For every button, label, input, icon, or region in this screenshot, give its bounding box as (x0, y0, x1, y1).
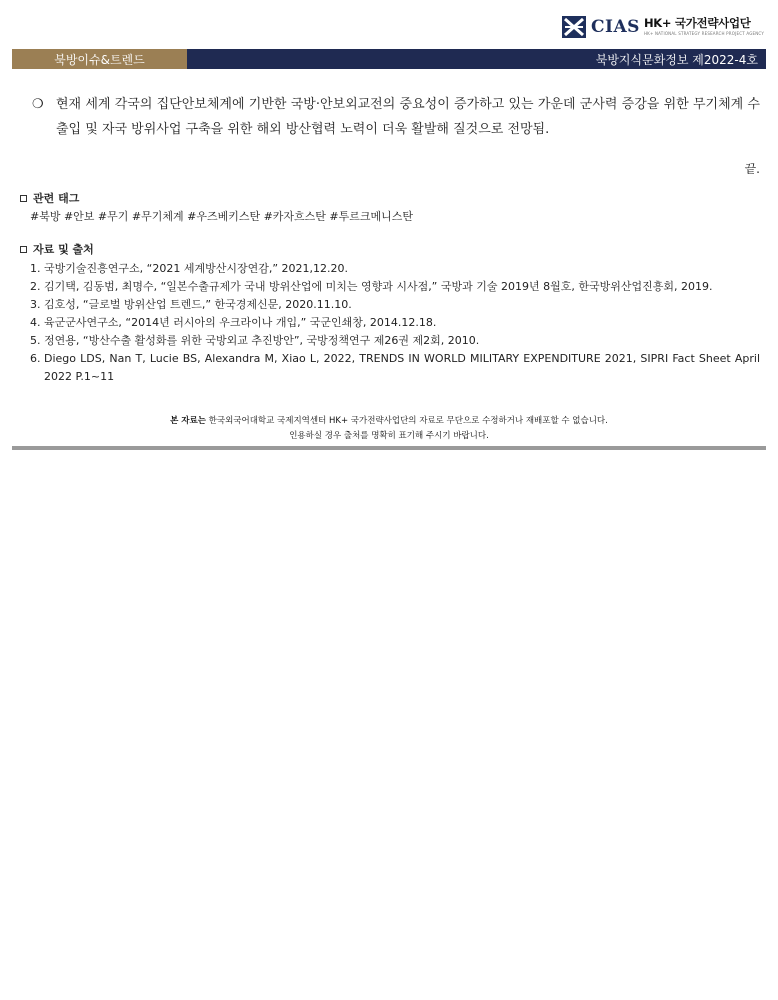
reference-number: 5. (30, 334, 41, 347)
lead-text: 현재 세계 각국의 집단안보체계에 기반한 국방·안보외교전의 중요성이 증가하고 있는 가운데 군사력 증강을 위한 무기체계 수출입 및 자국 방위사업 구축을 위한 해외 방산협력 노력이 더욱 활발해 질것으로 전망됨. (56, 97, 760, 137)
tags-heading (20, 190, 79, 206)
reference-text: 육군군사연구소, “2014년 러시아의 우크라이나 개입,” 국군인쇄창, 2014.12.18. (44, 316, 437, 329)
reference-item (30, 260, 760, 278)
lead-paragraph (30, 92, 760, 142)
header-bar (12, 49, 766, 69)
cias-logo (561, 14, 764, 40)
logo-text: CIAS (590, 17, 640, 37)
copyright-prefix: 본 자료는 (170, 416, 206, 426)
reference-item (30, 278, 760, 296)
reference-item (30, 350, 760, 386)
reference-text: 정연용, “방산수출 활성화를 위한 국방외교 추진방안”, 국방정책연구 제26권 제2회, 2010. (44, 334, 480, 347)
logo-subtitle: HK+ NATIONAL STRATEGY RESEARCH PROJECT AGENCY (643, 30, 764, 36)
reference-number: 6. (30, 352, 41, 365)
tags-heading-text: 관련 태그 (33, 192, 80, 205)
checkbox-square-icon (20, 195, 27, 202)
reference-text: 김호성, “글로벌 방위산업 트렌드,” 한국경제신문, 2020.11.10. (44, 298, 352, 311)
reference-number: 2. (30, 280, 41, 293)
copyright-notice (0, 414, 778, 444)
copyright-text: 한국외국어대학교 국제지역센터 HK+ 국가전략사업단의 자료로 무단으로 수정하거나 재배포할 수 없습니다. (208, 416, 608, 426)
reference-text: 국방기술진흥연구소, “2021 세계방산시장연감,” 2021,12.20. (44, 262, 348, 275)
reference-item (30, 296, 760, 314)
refs-heading (20, 241, 94, 257)
reference-number: 1. (30, 262, 41, 275)
bottom-divider (12, 446, 766, 450)
logo-title: HK+ 국가전략사업단 (643, 16, 751, 31)
reference-number: 4. (30, 316, 41, 329)
reference-text: Diego LDS, Nan T, Lucie BS, Alexandra M, Xiao L, 2022, TRENDS IN WORLD MILITARY EXPENDITURE 2021, SIPRI Fact Sheet April 2022 P.1~11 (44, 352, 760, 383)
reference-item (30, 332, 760, 350)
reference-text: 김기택, 김동범, 최명수, “일본수출규제가 국내 방위산업에 미치는 영향과 시사점,” 국방과 기술 2019년 8월호, 한국방위산업진흥회, 2019. (44, 280, 713, 293)
category-label: 북방이슈&트렌드 (12, 49, 187, 69)
refs-heading-text: 자료 및 출처 (33, 243, 94, 256)
copyright-line-1 (0, 414, 778, 429)
reference-number: 3. (30, 298, 41, 311)
citation-line: 인용하실 경우 출처를 명확히 표기해 주시기 바랍니다. (289, 431, 489, 441)
checkbox-square-icon (20, 246, 27, 253)
tag-list: #북방 #안보 #무기 #무기체계 #우즈베키스탄 #카자흐스탄 #투르크메니스탄 (30, 210, 414, 223)
end-mark: 끝. (744, 162, 760, 176)
reference-item (30, 314, 760, 332)
circle-bullet-icon: ❍ (32, 97, 44, 112)
reference-list (30, 260, 760, 386)
cias-emblem-icon (561, 15, 587, 39)
issue-number: 북방지식문화정보 제2022-4호 (595, 52, 758, 67)
